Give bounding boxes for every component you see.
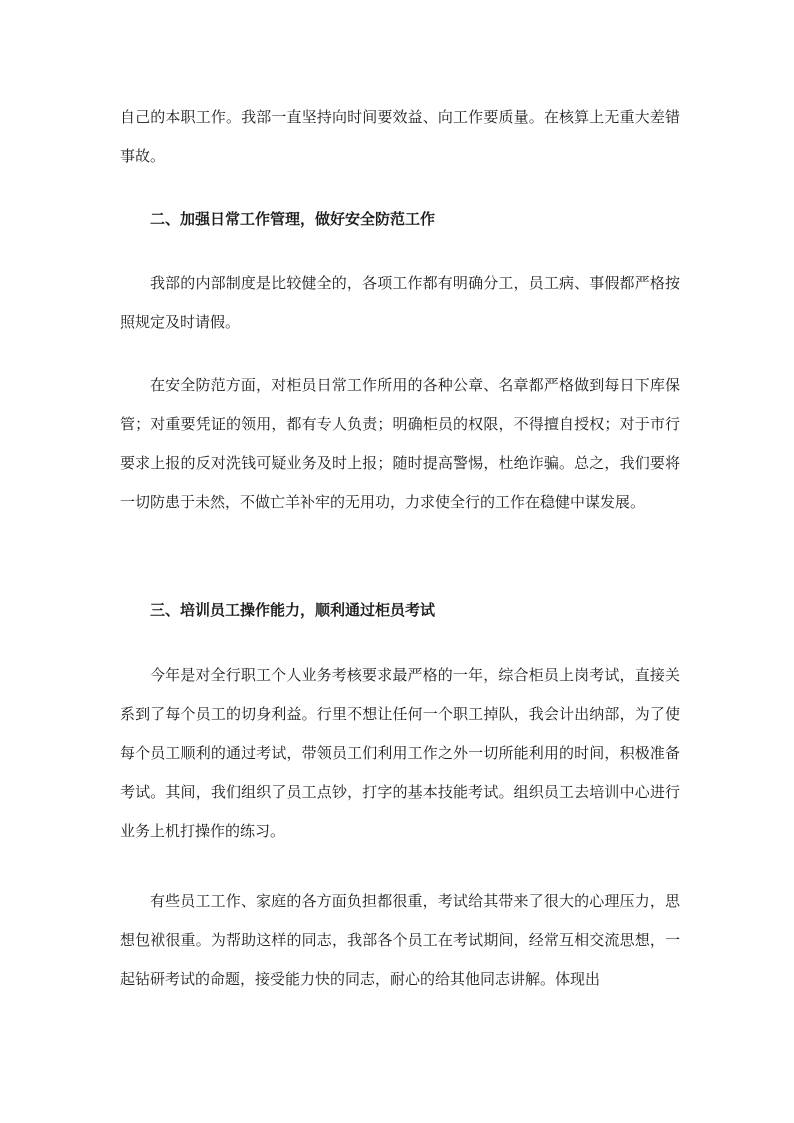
- paragraph-continuation: 自己的本职工作。我部一直坚持向时间要效益、向工作要质量。在核算上无重大差错事故。: [120, 108, 680, 165]
- paragraph-exam-training: 今年是对全行职工个人业务考核要求最严格的一年，综合柜员上岗考试，直接关系到了每个员工的切身利益。行里不想让任何一个职工掉队，我会计出纳部，为了使每个员工顺利的通过考试，带领员工们利用工作之外一切所能利用的时间，积极准备考试。其间，我们组织了员工点钞，打字的基本技能考试。组织员工去培训中心进行业务上机打操作的练习。: [120, 666, 680, 840]
- section-heading-3: 三、培训员工操作能力，顺利通过柜员考试: [150, 601, 436, 619]
- section-heading-2: 二、加强日常工作管理，做好安全防范工作: [150, 210, 436, 228]
- paragraph-security: 在安全防范方面，对柜员日常工作所用的各种公章、名章都严格做到每日下库保管；对重要凭证的领用，都有专人负责；明确柜员的权限，不得擅自授权；对于市行要求上报的反对洗钱可疑业务及时上报；随时提高警惕，杜绝诈骗。总之，我们要将一切防患于未然，不做亡羊补牢的无用功，力求使全行的工作在稳健中谋发展。: [120, 376, 680, 511]
- paragraph-internal-system: 我部的内部制度是比较健全的，各项工作都有明确分工，员工病、事假都严格按照规定及时请假。: [120, 274, 680, 331]
- paragraph-mutual-help: 有些员工工作、家庭的各方面负担都很重，考试给其带来了很大的心理压力，思想包袱很重。为帮助这样的同志，我部各个员工在考试期间，经常互相交流思想，一起钻研考试的命题，接受能力快的同志，耐心的给其他同志讲解。体现出: [120, 892, 680, 988]
